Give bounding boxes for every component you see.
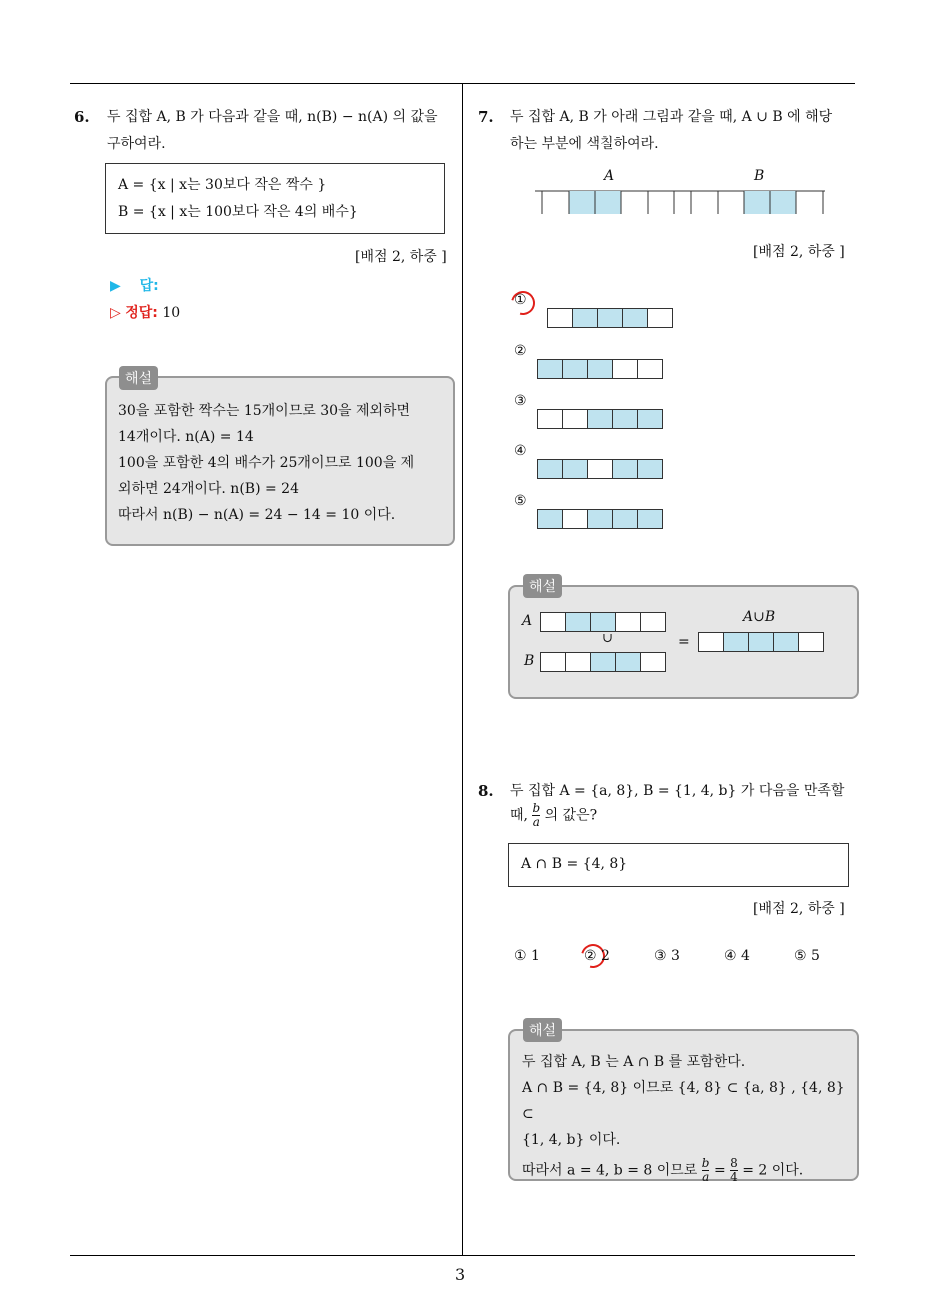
q8-text-line2 bbox=[510, 802, 597, 830]
q8-score: [배점 2, 하중 ] bbox=[753, 901, 845, 917]
q6-solution-tab: 해설 bbox=[119, 366, 158, 390]
empty-cell bbox=[540, 652, 566, 672]
empty-cell bbox=[565, 652, 591, 672]
shaded-cell bbox=[597, 308, 623, 328]
q8-choice-5[interactable]: ⑤ 5 bbox=[794, 948, 820, 964]
q8-frac-num: b bbox=[532, 801, 541, 815]
q7-option-1-num[interactable]: ① bbox=[514, 292, 527, 308]
shaded-cell bbox=[612, 459, 638, 479]
shaded-cell bbox=[748, 632, 774, 652]
empty-cell bbox=[798, 632, 824, 652]
shaded-cell bbox=[562, 359, 588, 379]
q7-text-line2: 하는 부분에 색칠하여라. bbox=[510, 136, 659, 152]
page-number: 3 bbox=[455, 1265, 466, 1284]
q8-text-line1: 두 집합 A = {a, 8}, B = {1, 4, b} 가 다음을 만족할 bbox=[510, 783, 845, 799]
q7-option-3-num[interactable]: ③ bbox=[514, 393, 527, 409]
q6-correct-label: 정답: bbox=[125, 305, 158, 321]
q7-number: 7. bbox=[478, 108, 494, 126]
q7-sol-equals: = bbox=[678, 634, 690, 650]
q6-answer-label: 답: bbox=[139, 278, 159, 294]
answer-arrow-icon: ▶ bbox=[110, 278, 121, 294]
empty-cell bbox=[587, 459, 613, 479]
shaded-cell bbox=[537, 509, 563, 529]
q7-label-b: B bbox=[754, 168, 765, 184]
empty-cell bbox=[562, 409, 588, 429]
q7-score: [배점 2, 하중 ] bbox=[753, 244, 845, 260]
shaded-cell bbox=[562, 459, 588, 479]
shaded-cell bbox=[773, 632, 799, 652]
empty-cell bbox=[540, 612, 566, 632]
q7-option-4-num[interactable]: ④ bbox=[514, 443, 527, 459]
q8-frac-den: a bbox=[532, 815, 540, 829]
q8-sol-line4: 따라서 a = 4, b = 8 이므로 $\frac{b}{a}$ = $\frac{8}{4}$ = 2 이다. bbox=[522, 1156, 804, 1184]
q8-choice-1[interactable]: ① 1 bbox=[514, 948, 540, 964]
empty-cell bbox=[698, 632, 724, 652]
shaded-cell bbox=[637, 509, 663, 529]
q8-choice-4[interactable]: ④ 4 bbox=[724, 948, 750, 964]
q6-solution-text bbox=[118, 398, 414, 528]
q7-sol-result-label: A∪B bbox=[743, 609, 776, 625]
q8-text-pre: 때, bbox=[510, 807, 528, 824]
q8-choice-3[interactable]: ③ 3 bbox=[654, 948, 680, 964]
q7-sol-label-a: A bbox=[522, 613, 533, 629]
empty-cell bbox=[615, 612, 641, 632]
q8-choices bbox=[514, 948, 854, 968]
q6-set-a: A = {x | x는 30보다 작은 짝수 } bbox=[118, 177, 327, 193]
q6-sol-line: 100을 포함한 4의 배수가 25개이므로 100을 제 bbox=[118, 455, 415, 471]
q6-condition-box bbox=[105, 163, 445, 234]
empty-cell bbox=[547, 308, 573, 328]
shaded-cell bbox=[587, 359, 613, 379]
q7-solution-box bbox=[508, 585, 859, 699]
shaded-cell bbox=[590, 652, 616, 672]
q6-solution-box bbox=[105, 376, 455, 546]
empty-cell bbox=[647, 308, 673, 328]
correct-arrow-icon: ▷ bbox=[110, 305, 121, 321]
shaded-cell bbox=[537, 359, 563, 379]
q6-text-line2: 구하여라. bbox=[107, 136, 166, 152]
shaded-cell bbox=[622, 308, 648, 328]
shaded-cell bbox=[615, 652, 641, 672]
q8-condition-text: A ∩ B = {4, 8} bbox=[521, 856, 628, 872]
q6-sol-line: 14개이다. n(A) = 14 bbox=[118, 429, 254, 445]
q7-sol-a-cells bbox=[540, 612, 666, 632]
empty-cell bbox=[537, 409, 563, 429]
q6-sol-line: 30을 포함한 짝수는 15개이므로 30을 제외하면 bbox=[118, 403, 411, 419]
q8-text-post: 의 값은? bbox=[544, 807, 598, 824]
q7-option-3-cells[interactable] bbox=[537, 409, 663, 429]
q8-solution-tab: 해설 bbox=[523, 1018, 562, 1042]
q6-number: 6. bbox=[74, 108, 90, 126]
q8-sol-line3: {1, 4, b} 이다. bbox=[522, 1132, 621, 1148]
q8-choice-2[interactable]: ② 2 bbox=[584, 948, 610, 964]
q7-solution-tab: 해설 bbox=[523, 574, 562, 598]
q7-sol-result-cells bbox=[698, 632, 824, 652]
shaded-cell bbox=[590, 612, 616, 632]
column-divider bbox=[462, 83, 463, 1256]
q7-option-2-num[interactable]: ② bbox=[514, 343, 527, 359]
q7-option-5-num[interactable]: ⑤ bbox=[514, 493, 527, 509]
q8-solution-box bbox=[508, 1029, 859, 1184]
shaded-cell bbox=[637, 459, 663, 479]
shaded-cell bbox=[587, 409, 613, 429]
q7-text-line1: 두 집합 A, B 가 아래 그림과 같을 때, A ∪ B 에 해당 bbox=[510, 109, 833, 125]
q7-label-a: A bbox=[604, 168, 615, 184]
empty-cell bbox=[562, 509, 588, 529]
empty-cell bbox=[640, 652, 666, 672]
q7-sol-label-b: B bbox=[524, 653, 535, 669]
q6-score: [배점 2, 하중 ] bbox=[355, 249, 447, 265]
shaded-cell bbox=[637, 409, 663, 429]
empty-cell bbox=[640, 612, 666, 632]
shaded-cell bbox=[537, 459, 563, 479]
q7-sol-b-cells bbox=[540, 652, 666, 672]
q8-sol-line2: A ∩ B = {4, 8} 이므로 {4, 8} ⊂ {a, 8} , {4, 8} ⊂ bbox=[522, 1080, 845, 1122]
q8-condition-box bbox=[508, 843, 849, 887]
q7-sol-union: ∪ bbox=[602, 631, 613, 646]
empty-cell bbox=[637, 359, 663, 379]
q7-option-4-cells[interactable] bbox=[537, 459, 663, 479]
q8-solution-text bbox=[522, 1049, 857, 1184]
shaded-cell bbox=[565, 612, 591, 632]
q8-fraction bbox=[532, 802, 540, 829]
empty-cell bbox=[612, 359, 638, 379]
q6-set-b: B = {x | x는 100보다 작은 4의 배수} bbox=[118, 204, 358, 220]
shaded-cell bbox=[723, 632, 749, 652]
q7-option-5-cells[interactable] bbox=[537, 509, 663, 529]
shaded-cell bbox=[612, 409, 638, 429]
q6-correct-value: 10 bbox=[162, 305, 181, 321]
shaded-cell bbox=[572, 308, 598, 328]
q6-sol-line: 따라서 n(B) − n(A) = 24 − 14 = 10 이다. bbox=[118, 507, 396, 523]
shaded-cell bbox=[612, 509, 638, 529]
q7-option-2-cells[interactable] bbox=[537, 359, 663, 379]
q6-answer-row bbox=[110, 275, 159, 295]
q7-set-diagram bbox=[535, 190, 835, 216]
q8-sol-line1: 두 집합 A, B 는 A ∩ B 를 포함한다. bbox=[522, 1054, 746, 1070]
q8-number: 8. bbox=[478, 782, 494, 800]
q6-sol-line: 외하면 24개이다. n(B) = 24 bbox=[118, 481, 299, 497]
shaded-cell bbox=[587, 509, 613, 529]
q6-text-line1: 두 집합 A, B 가 다음과 같을 때, n(B) − n(A) 의 값을 bbox=[107, 109, 438, 125]
q7-option-1-cells[interactable] bbox=[547, 308, 673, 328]
q6-correct-row bbox=[110, 302, 180, 322]
